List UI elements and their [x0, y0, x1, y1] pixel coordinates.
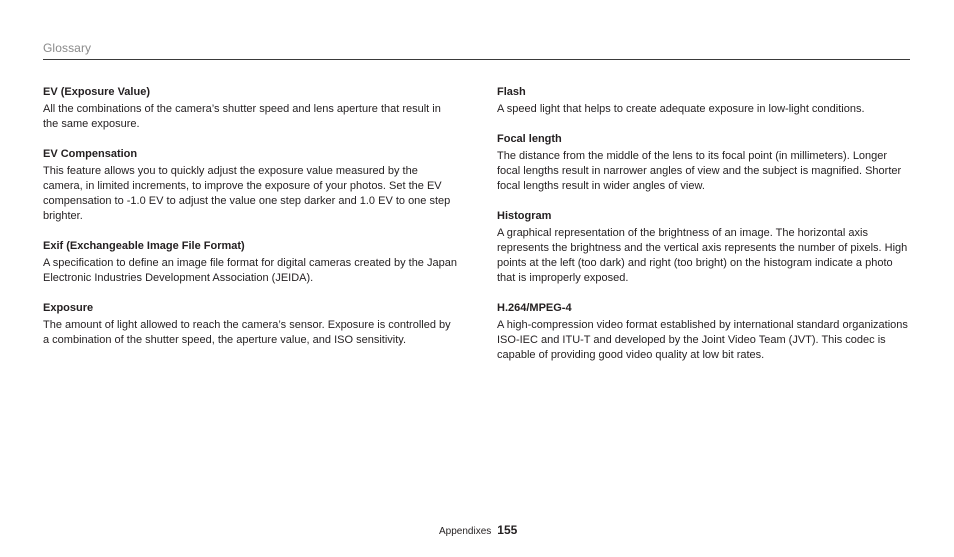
glossary-entry-h264 — [497, 301, 913, 363]
glossary-entry-ev-compensation — [43, 147, 459, 224]
glossary-entry-histogram — [497, 209, 913, 286]
glossary-entry-flash — [497, 85, 913, 117]
glossary-definition: The distance from the middle of the lens to its focal point (in millimeters). Longer focal lengths result in narrower angles of view and the subject is magnified. Shorter focal lengths result in wider angles of view. — [497, 150, 902, 192]
glossary-right-column — [497, 85, 913, 378]
glossary-entry-exif — [43, 239, 459, 286]
glossary-definition: This feature allows you to quickly adjust the exposure value measured by the camera, in limited increments, to improve the exposure of your photos. Set the EV compensation to -1.0 EV to adjust the value one step darker and 1.0 EV to one step brighter. — [43, 165, 451, 222]
glossary-term: EV (Exposure Value) — [43, 86, 150, 98]
glossary-term: Exposure — [43, 302, 94, 314]
glossary-entry-exposure — [43, 301, 459, 348]
glossary-definition: A speed light that helps to create adequate exposure in low-light conditions. — [497, 103, 865, 115]
glossary-term: Histogram — [497, 210, 552, 222]
glossary-term: Exif (Exchangeable Image File Format) — [43, 240, 245, 252]
glossary-left-column — [43, 85, 459, 363]
glossary-term: Focal length — [497, 133, 562, 145]
glossary-term: EV Compensation — [43, 148, 138, 160]
glossary-definition: The amount of light allowed to reach the camera’s sensor. Exposure is controlled by a combination of the shutter speed, the aperture value, and ISO sensitivity. — [43, 319, 451, 346]
glossary-definition: A high-compression video format established by international standard organizations ISO-IEC and ITU-T and developed by the Joint Video Team (JVT). This codec is capable of providing good video quality at low bit rates. — [497, 319, 908, 361]
page-header-title: Glossary — [43, 41, 92, 55]
glossary-entry-ev — [43, 85, 459, 132]
header-divider — [43, 59, 910, 60]
page-number: 155 — [497, 523, 518, 537]
glossary-definition: All the combinations of the camera’s shutter speed and lens aperture that result in the same exposure. — [43, 103, 441, 130]
glossary-term: H.264/MPEG-4 — [497, 302, 572, 314]
glossary-definition: A specification to define an image file format for digital cameras created by the Japan Electronic Industries Development Association (JEIDA). — [43, 257, 457, 284]
glossary-entry-focal-length — [497, 132, 913, 194]
page-footer — [439, 523, 517, 537]
footer-section-label: Appendixes — [439, 526, 492, 537]
glossary-term: Flash — [497, 86, 526, 98]
glossary-definition: A graphical representation of the brightness of an image. The horizontal axis represents the brightness and the vertical axis represents the number of pixels. High points at the left (too dark) and right (too bright) on the histogram indicate a photo that is improperly exposed. — [497, 227, 908, 284]
